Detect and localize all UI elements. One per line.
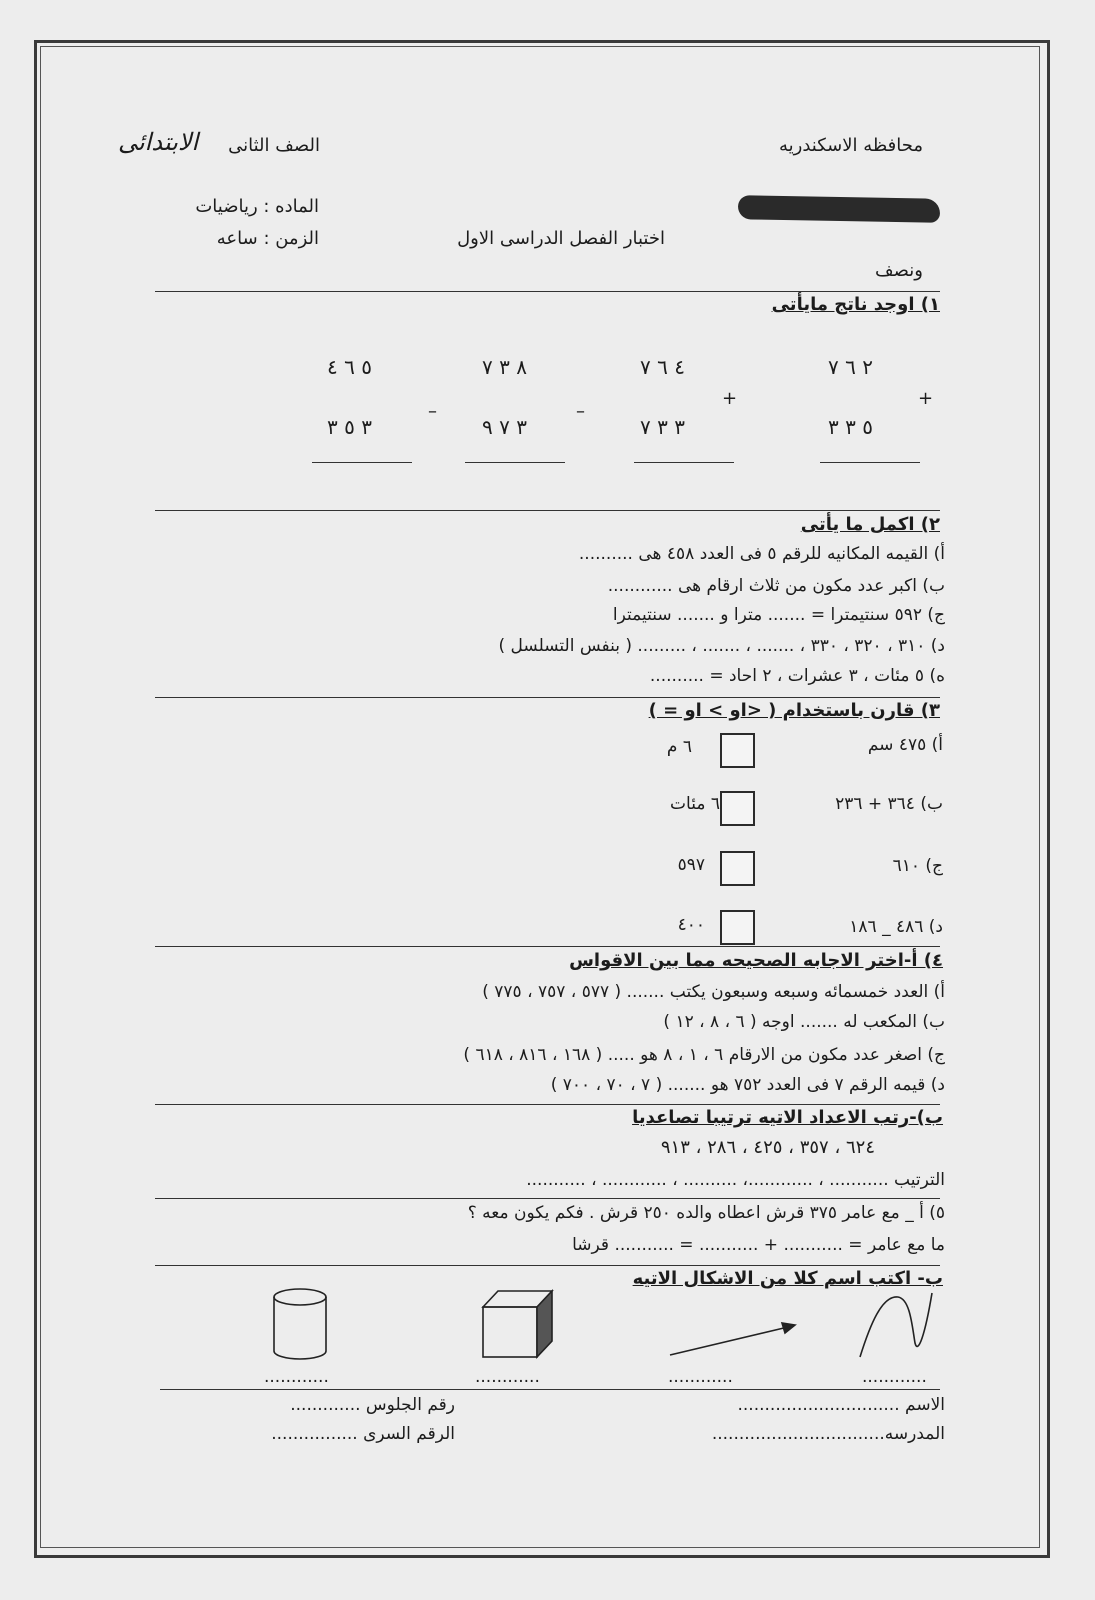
answer-line bbox=[465, 462, 565, 463]
compare-right-expr: ٤٠٠ bbox=[677, 915, 705, 935]
compare-box[interactable] bbox=[720, 910, 755, 945]
ray-shape bbox=[670, 1323, 795, 1355]
school-name-field[interactable]: المدرسه................................ bbox=[711, 1424, 945, 1444]
q4a-item-c: ج) اصغر عدد مكون من الارقام ٦ ، ١ ، ٨ هو ..... ( ١٦٨ ، ٨١٦ ، ٦١٨ ) bbox=[463, 1045, 945, 1065]
redacted-school-name bbox=[738, 195, 940, 223]
divider bbox=[160, 1389, 940, 1390]
q2-item-c: ج) ٥٩٢ سنتيمترا = ....... مترا و ....... سنتيمترا bbox=[612, 605, 945, 625]
compare-box[interactable] bbox=[720, 851, 755, 886]
seat-number-field[interactable]: رقم الجلوس ............. bbox=[290, 1395, 455, 1415]
q4a-title: ٤) أ-اختر الاجابه الصحيحه مما بين الاقواس bbox=[569, 950, 943, 971]
time-extra-label: ونصف bbox=[875, 260, 923, 281]
compare-left-expr: ب) ٣٦٤ + ٢٣٦ bbox=[835, 794, 943, 814]
problem-operator: + bbox=[722, 388, 738, 409]
q4a-item-a: أ) العدد خمسمائه وسبعه وسبعون يكتب ....... ( ٥٧٧ ، ٧٥٧ ، ٧٧٥ ) bbox=[482, 982, 945, 1002]
q5a-problem: ٥) أ _ مع عامر ٣٧٥ قرش اعطاه والده ٢٥٠ قرش . فكم يكون معه ؟ bbox=[467, 1203, 945, 1223]
q5a-answer-line: ما مع عامر = ........... + ........... = ........... قرشا bbox=[572, 1235, 945, 1255]
q4a-item-b: ب) المكعب له ....... اوجه ( ٦ ، ٨ ، ١٢ ) bbox=[663, 1012, 945, 1032]
problem-top: ٨ ٣ ٧ bbox=[482, 355, 527, 379]
divider bbox=[155, 1265, 940, 1266]
problem-top: ٥ ٦ ٤ bbox=[327, 355, 372, 379]
compare-box[interactable] bbox=[720, 733, 755, 768]
compare-right-expr: ٥٩٧ bbox=[677, 855, 705, 875]
exam-title: اختبار الفصل الدراسى الاول bbox=[457, 228, 665, 249]
secret-number-field[interactable]: الرقم السرى ................ bbox=[271, 1424, 455, 1444]
q5b-title: ب- اكتب اسم كلا من الاشكال الاتيه bbox=[632, 1268, 943, 1289]
divider bbox=[155, 291, 940, 292]
cylinder-shape bbox=[274, 1289, 326, 1359]
problem-top: ٤ ٦ ٧ bbox=[640, 355, 685, 379]
problem-bottom: ٣ ٧ ٩ bbox=[482, 415, 527, 439]
cube-shape bbox=[483, 1291, 552, 1357]
q4a-item-d: د) قيمه الرقم ٧ فى العدد ٧٥٢ هو ....... ( ٧ ، ٧٠ ، ٧٠٠ ) bbox=[550, 1075, 945, 1095]
compare-left-expr: د) ٤٨٦ _ ١٨٦ bbox=[849, 917, 943, 937]
student-name-field[interactable]: الاسم .............................. bbox=[737, 1395, 945, 1415]
compare-right-expr: ٦ مئات bbox=[670, 794, 720, 814]
problem-operator: – bbox=[428, 401, 437, 422]
problem-top: ٢ ٦ ٧ bbox=[828, 355, 873, 379]
governorate-label: محافظه الاسكندريه bbox=[778, 135, 923, 156]
q3-title: ٣) قارن باستخدام ( <او > او = ) bbox=[648, 700, 940, 721]
shape-answer-blank: ............ bbox=[264, 1367, 329, 1387]
answer-line bbox=[634, 462, 734, 463]
q2-title: ٢) اكمل ما يأتى bbox=[800, 514, 940, 535]
compare-right-expr: ٦ م bbox=[666, 737, 692, 757]
q2-item-e: ه) ٥ مئات ، ٣ عشرات ، ٢ احاد = .......... bbox=[649, 666, 945, 686]
q2-item-a: أ) القيمه المكانيه للرقم ٥ فى العدد ٤٥٨ هى .......... bbox=[578, 544, 945, 564]
q4b-order-line: الترتيب ........... ، ............، .......... ، ............ ، ........... bbox=[526, 1170, 945, 1190]
shape-answer-blank: ............ bbox=[668, 1367, 733, 1387]
q4b-numbers: ٦٢٤ ، ٣٥٧ ، ٤٢٥ ، ٢٨٦ ، ٩١٣ bbox=[660, 1137, 875, 1158]
time-label: الزمن : ساعه bbox=[216, 228, 319, 249]
grade-label: الصف الثانى bbox=[228, 135, 320, 156]
divider bbox=[155, 1104, 940, 1105]
answer-line bbox=[820, 462, 920, 463]
answer-line bbox=[312, 462, 412, 463]
divider bbox=[155, 1198, 940, 1199]
compare-box[interactable] bbox=[720, 791, 755, 826]
shapes-row bbox=[270, 1285, 950, 1370]
problem-bottom: ٣ ٥ ٣ bbox=[327, 415, 372, 439]
problem-bottom: ٥ ٣ ٣ bbox=[828, 415, 873, 439]
shape-answer-blank: ............ bbox=[862, 1367, 927, 1387]
q4b-title: ب)-رتب الاعداد الاتيه ترتيبا تصاعديا bbox=[632, 1107, 943, 1128]
q2-item-d: د) ٣١٠ ، ٣٢٠ ، ٣٣٠ ، ....... ، ....... ، ......... ( بنفس التسلسل ) bbox=[498, 636, 945, 656]
q2-item-b: ب) اكبر عدد مكون من ثلاث ارقام هى ............ bbox=[607, 576, 945, 596]
problem-operator: – bbox=[576, 401, 585, 422]
problem-operator: + bbox=[918, 388, 934, 409]
curve-shape bbox=[860, 1293, 932, 1357]
q1-title: ١) اوجد ناتج مايأتى bbox=[771, 294, 940, 315]
compare-left-expr: ج) ٦١٠ bbox=[892, 856, 943, 876]
shape-answer-blank: ............ bbox=[475, 1367, 540, 1387]
problem-bottom: ٣ ٣ ٧ bbox=[640, 415, 685, 439]
divider bbox=[155, 510, 940, 511]
grade-handwritten: الابتدائى bbox=[118, 128, 199, 156]
subject-label: الماده : رياضيات bbox=[195, 196, 319, 217]
divider bbox=[155, 697, 940, 698]
compare-left-expr: أ) ٤٧٥ سم bbox=[867, 735, 943, 755]
divider bbox=[155, 946, 940, 947]
